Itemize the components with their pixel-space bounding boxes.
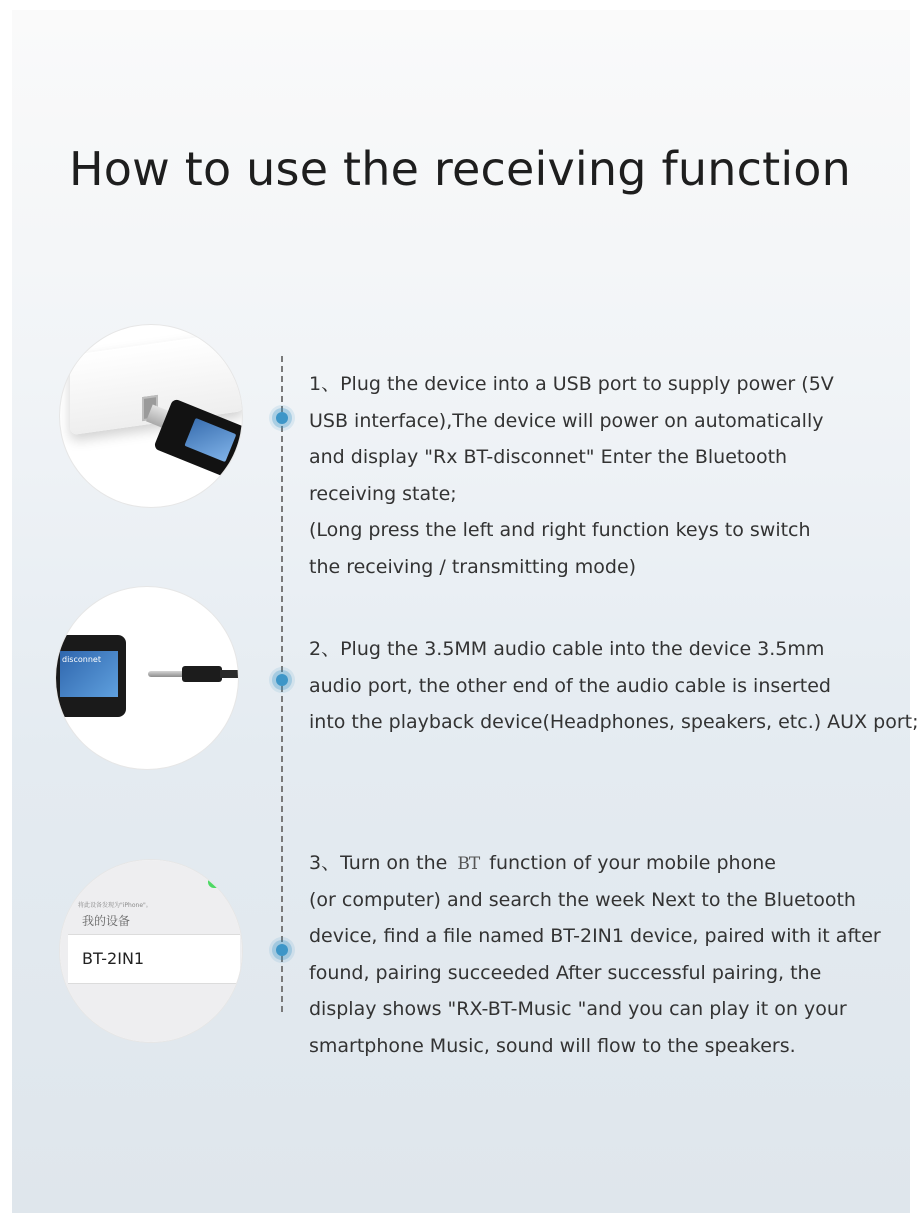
timeline-dot-step-1 xyxy=(276,412,288,424)
step-1-line: the receiving / transmitting mode) xyxy=(309,555,637,578)
step-1-text xyxy=(309,366,834,585)
bluetooth-icon: BT xyxy=(457,854,480,874)
phone-settings-screen xyxy=(60,860,242,1042)
dongle-display-text: disconnet xyxy=(62,655,101,664)
step-3-line-suffix: function of your mobile phone xyxy=(489,852,776,874)
audio-jack-tip xyxy=(148,671,184,677)
my-devices-label: 我的设备 xyxy=(82,914,131,928)
step-3-line: display shows "RX-BT-Music "and you can play it on your xyxy=(309,998,847,1020)
step-3-line-prefix: 3、Turn on the xyxy=(309,852,448,874)
timeline-dot-step-3 xyxy=(276,944,288,956)
audio-cable xyxy=(220,670,238,678)
step-2-text xyxy=(309,631,919,741)
dongle-side-view xyxy=(56,635,126,717)
step-1-line: (Long press the left and right function keys to switch xyxy=(309,519,811,541)
step-3-first-line xyxy=(309,845,881,882)
step-3-text xyxy=(309,845,881,1064)
step-1-line: 1、Plug the device into a USB port to supply power (5V xyxy=(309,373,834,395)
step-2-line: into the playback device(Headphones, speakers, etc.) AUX port; xyxy=(309,711,919,733)
step-1-line: receiving state; xyxy=(309,482,457,505)
timeline-dot-step-2 xyxy=(276,674,288,686)
bluetooth-toggle xyxy=(208,876,228,888)
step-1-line: and display "Rx BT-disconnet" Enter the Bluetooth xyxy=(309,446,788,468)
step-2-line: 2、Plug the 3.5MM audio cable into the device 3.5mm xyxy=(309,638,825,660)
step-3-line: device, find a file named BT-2IN1 device, paired with it after xyxy=(309,925,881,947)
step-1-line: USB interface),The device will power on automatically xyxy=(309,409,824,432)
step-2-line: audio port, the other end of the audio cable is inserted xyxy=(309,674,831,697)
device-list-row xyxy=(68,934,240,984)
page-title: How to use the receiving function xyxy=(69,142,851,196)
illustration-phone-bluetooth xyxy=(60,860,242,1042)
phone-header-text: 将此设备发现为"iPhone"。 xyxy=(78,902,152,909)
audio-jack-body xyxy=(182,666,222,682)
step-3-line: smartphone Music, sound will flow to the speakers. xyxy=(309,1034,796,1057)
dongle-screen xyxy=(184,418,236,462)
step-3-line: (or computer) and search the week Next to the Bluetooth xyxy=(309,888,856,911)
step-3-line: found, pairing succeeded After successful pairing, the xyxy=(309,961,822,984)
illustration-audio-cable xyxy=(56,587,238,769)
illustration-usb-dongle xyxy=(60,325,242,507)
dongle-display xyxy=(60,651,118,697)
device-name: BT-2IN1 xyxy=(82,949,145,968)
